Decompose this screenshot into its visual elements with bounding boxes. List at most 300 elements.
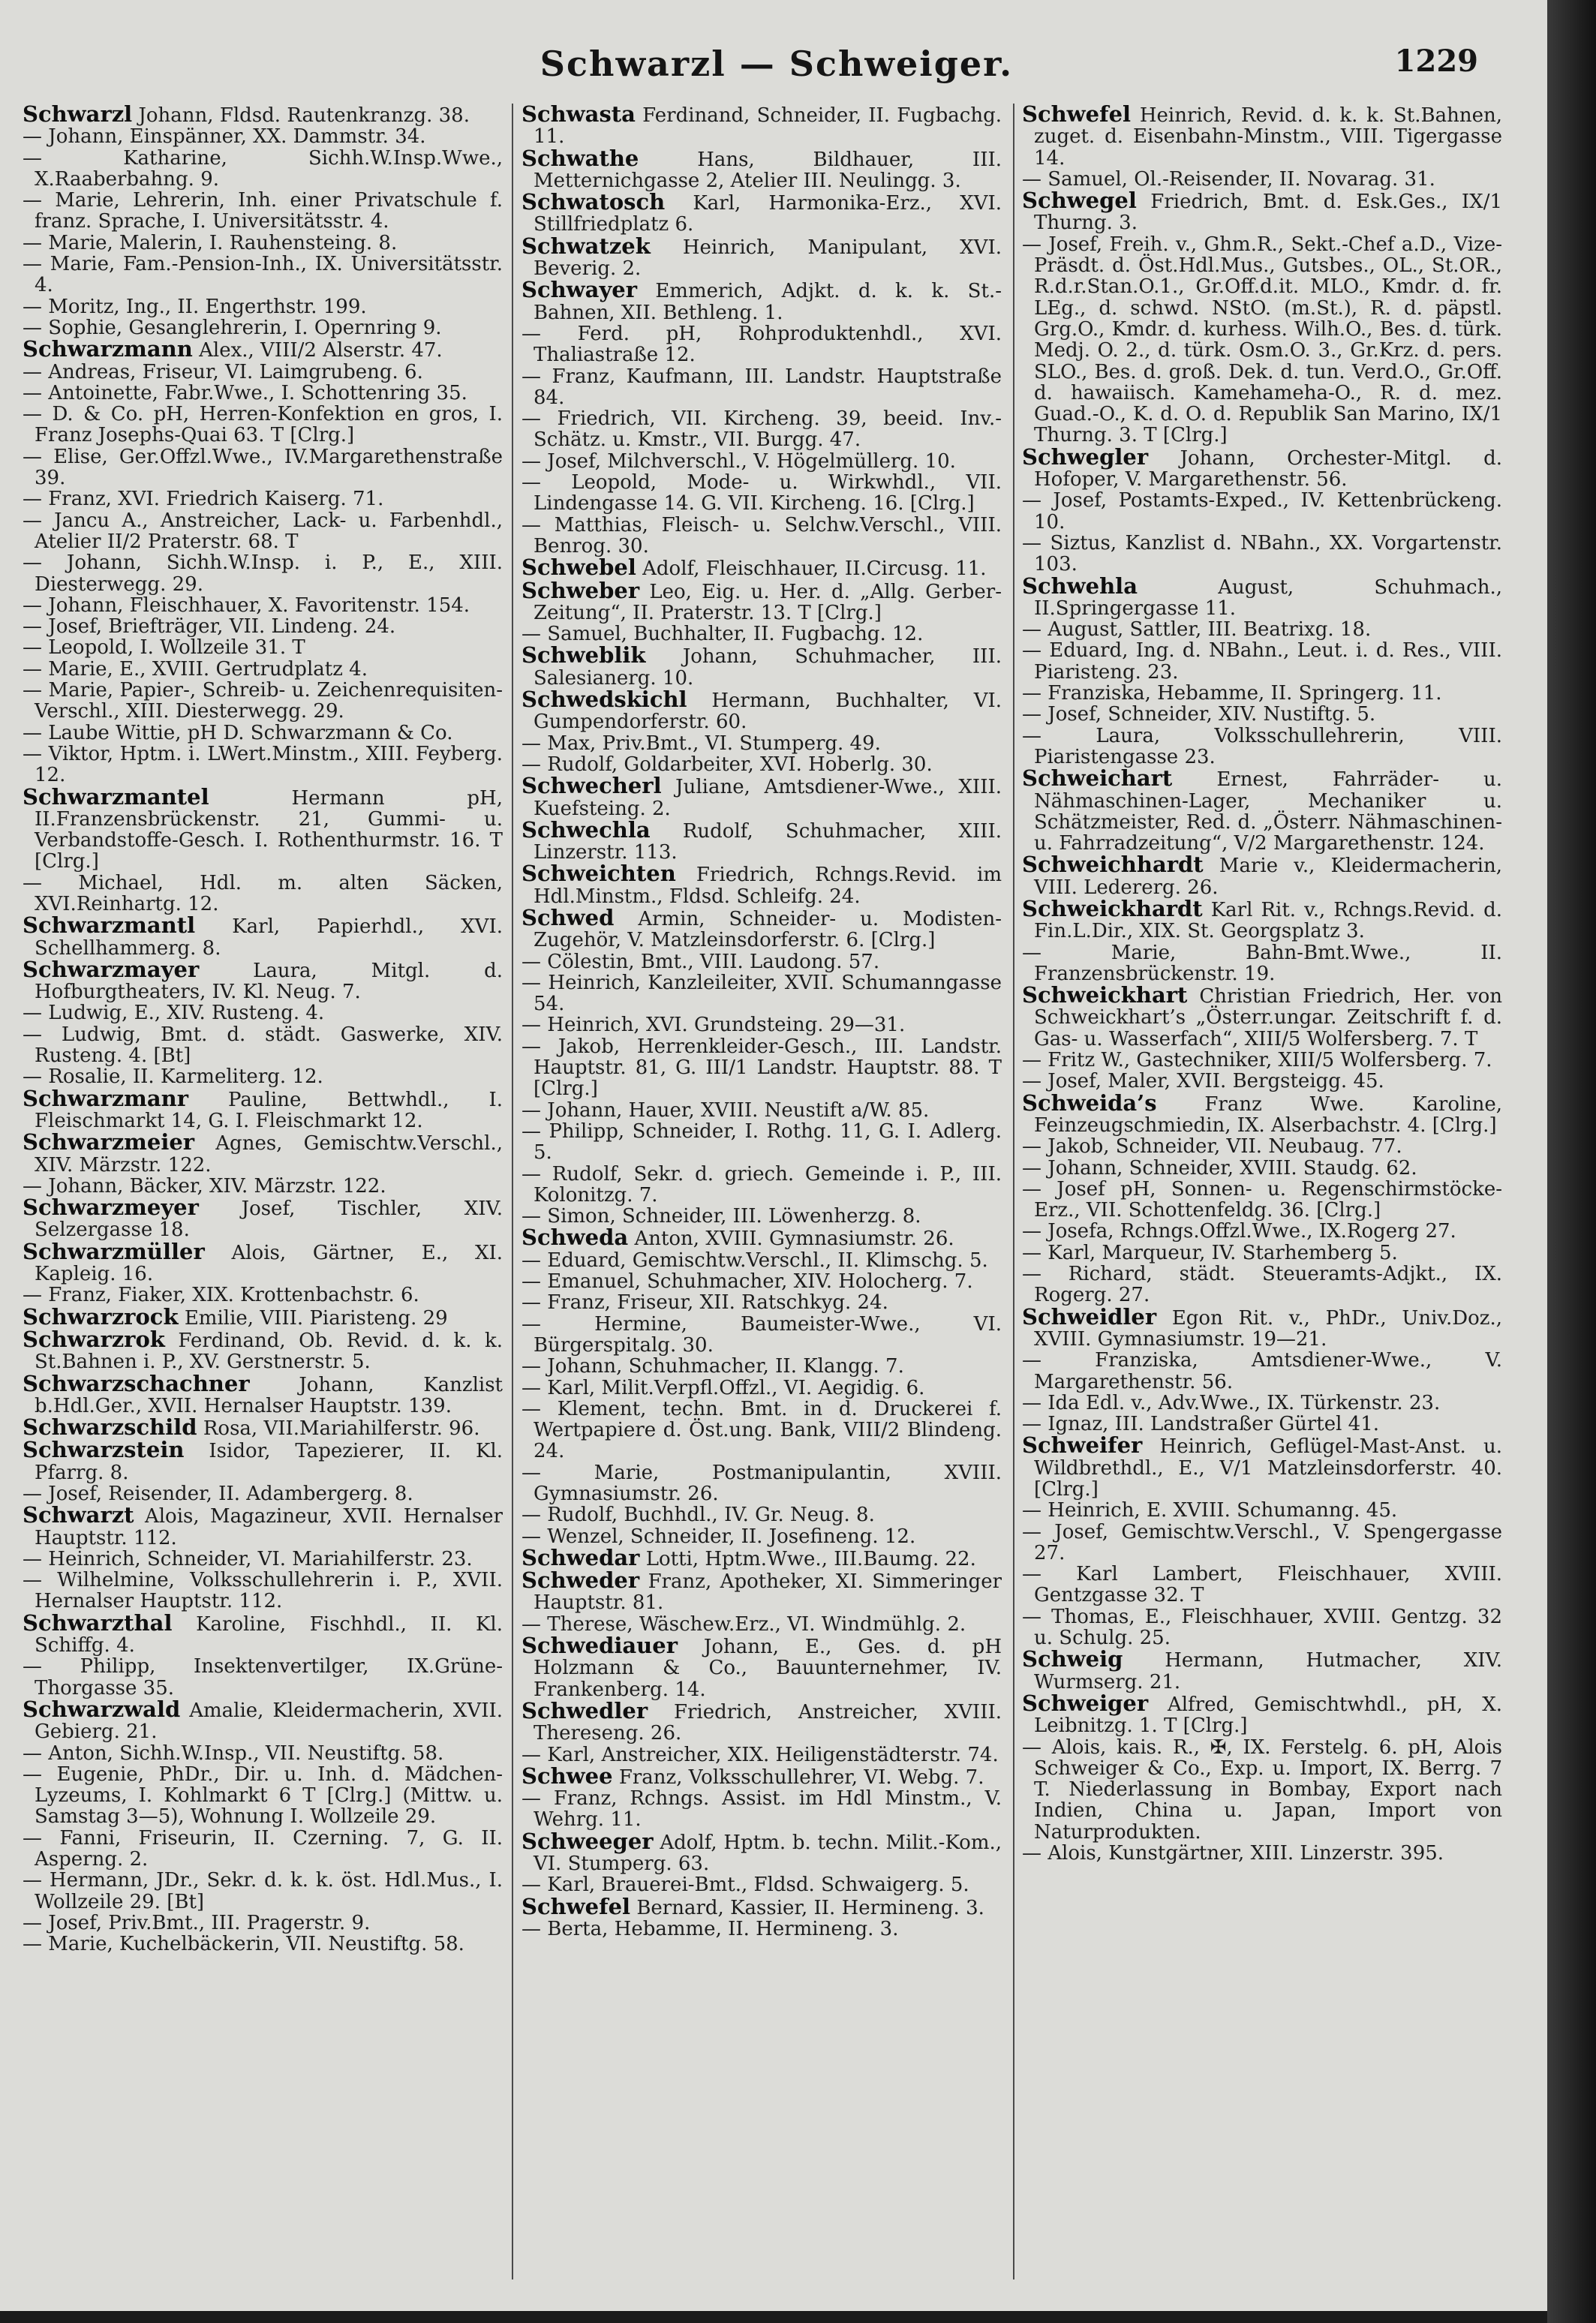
entry-text: — Josef pH, Sonnen- u. Regenschirmstöcke-Erz., VII. Schottenfeldg. 36. [Clrg.] [1022,1177,1502,1222]
entry-text: Adolf, Fleischhauer, II.Circusg. 11. [642,557,987,581]
directory-entry [521,1356,1002,1377]
directory-entry [23,637,503,658]
directory-entry [1022,895,1502,943]
entry-text: — Leopold, I. Wollzeile 31. T [23,636,305,660]
entry-text: August, Schuhmach., II.Springergasse 11. [1034,575,1502,620]
entry-text: Franz, Volksschullehrer, VI. Webg. 7. [618,1766,984,1789]
entry-surname: Schwarzschild [23,1414,197,1441]
entry-text: — Siztus, Kanzlist d. NBahn., XX. Vorgartenstr. 103. [1022,531,1502,576]
entry-text: — Thomas, E., Fleischhauer, XVIII. Gentzg. 32 u. Schulg. 25. [1022,1605,1502,1650]
directory-entry [23,873,503,915]
entry-surname: Schwefel [521,1893,631,1919]
entry-surname: Schweichhardt [1022,852,1204,878]
directory-entry [23,254,503,296]
directory-entry [23,659,503,680]
directory-entry [23,1609,503,1657]
entry-surname: Schwediauer [521,1633,678,1659]
entry-text: — Philipp, Insektenvertilger, IX.Grüne-Thorgasse 35. [23,1655,503,1699]
directory-entry [23,383,503,404]
directory-entry [521,1227,1002,1249]
entry-text: Heinrich, Manipulant, XVI. Beverig. 2. [534,236,1002,281]
directory-entry [521,554,1002,581]
directory-entry [521,1614,1002,1635]
entry-text: Johann, Kanzlist b.Hdl.Ger., XVII. Hernalser Hauptstr. 139. [35,1373,503,1417]
entry-surname: Schwathe [521,145,639,171]
entry-text: — Josef, Priv.Bmt., III. Pragerstr. 9. [23,1911,371,1934]
entry-text: Laura, Mitgl. d. Hofburgtheaters, IV. Kl. Neug. 7. [35,959,503,1004]
directory-entry [23,723,503,744]
entry-text: Johann, Fldsd. Rautenkranzg. 38. [138,104,470,127]
directory-entry [23,317,503,338]
entry-text: — Samuel, Buchhalter, II. Fugbachg. 12. [521,623,924,646]
entry-text: — Hermann, JDr., Sekr. d. k. k. öst. Hdl.Mus., I. Wollzeile 29. [Bt] [23,1869,503,1913]
entry-surname: Schwarzrock [23,1303,179,1330]
directory-entry [23,1570,503,1612]
entry-text: — Max, Priv.Bmt., VI. Stumperg. 49. [521,732,881,755]
directory-entry [23,1934,503,1955]
directory-entry [23,680,503,723]
directory-entry [521,1292,1002,1313]
entry-text: Ernest, Fahrräder- u. Nähmaschinen-Lager, Mechaniker u. Schätzmeister, Red. d. „Österr. Nähmaschinen- u. Fahrradzeitung“, V/2 Margarethenstr. 124. [1034,768,1502,855]
entry-text: — Josef, Reisender, II. Adambergerg. 8. [23,1483,413,1505]
entry-text: — Ludwig, E., XIV. Rusteng. 4. [23,1002,325,1025]
entry-text: — Franz, Friseur, XII. Ratschkyg. 24. [521,1291,888,1315]
directory-entry [521,408,1002,451]
directory-entry [23,1085,503,1132]
entry-text: Ferdinand, Schneider, II. Fugbachg. 11. [534,104,1002,149]
entry-surname: Schwarzmanr [23,1085,189,1111]
entry-surname: Schweidler [1022,1303,1157,1330]
entry-surname: Schweichart [1022,765,1173,792]
directory-entry [1022,1050,1502,1071]
directory-entry [521,733,1002,754]
entry-text: — Marie, Bahn-Bmt.Wwe., II. Franzensbrückenstr. 19. [1022,941,1502,985]
entry-text: Hermann, Buchhalter, VI. Gumpendorferstr. 60. [534,690,1002,734]
entry-text: Alois, Gärtner, E., XI. Kapleig. 16. [35,1241,503,1286]
entry-surname: Schweichten [521,861,676,887]
directory-entry [1022,1432,1502,1501]
entry-surname: Schwarzt [23,1502,134,1528]
entry-text: — Josef, Briefträger, VII. Lindeng. 24. [23,615,396,639]
entry-text: — Heinrich, XVI. Grundsteing. 29—31. [521,1014,906,1037]
book-edge-shadow [1547,0,1596,2323]
entry-surname: Schwedler [521,1697,648,1723]
column-divider [512,104,513,2279]
directory-entry [1022,942,1502,985]
entry-surname: Schwedskichl [521,687,687,713]
directory-entry [521,816,1002,864]
directory-entry [23,744,503,786]
entry-surname: Schwarzl [23,104,133,127]
entry-text: — Fanni, Friseurin, II. Czerning. 7, G. II. Asperng. 2. [23,1826,503,1871]
directory-entry [23,1285,503,1306]
entry-surname: Schweickhart [1022,982,1188,1008]
entry-text: — Ida Edl. v., Adv.Wwe., IX. Türkenstr. 23. [1022,1391,1441,1414]
entry-text: — Jakob, Herrenkleider-Gesch., III. Landstr. Hauptstr. 81, G. III/1 Landstr. Hauptstr. 88. T [Clrg.] [521,1035,1002,1101]
directory-entry [23,1549,503,1570]
entry-surname: Schweifer [1022,1432,1143,1459]
directory-entry [521,366,1002,409]
directory-entry [23,1504,503,1549]
entry-text: Pauline, Bettwhdl., I. Fleischmarkt 14, G. I. Fleischmarkt 12. [35,1088,503,1132]
directory-entry [1022,704,1502,725]
entry-surname: Schwee [521,1763,613,1789]
entry-text: Josef, Tischler, XIV. Selzergasse 18. [35,1198,503,1242]
entry-text: — Josef, Gemischtw.Verschl., V. Spengergasse 27. [1022,1520,1502,1564]
entry-text: — Laura, Volksschullehrerin, VIII. Piaristengasse 23. [1022,724,1502,768]
directory-entry [521,863,1002,907]
entry-text: Ferdinand, Ob. Revid. d. k. k. St.Bahnen i. P., XV. Gerstnerstr. 5. [35,1329,503,1374]
entry-text: — Michael, Hdl. m. alten Säcken, XVI.Reinhartg. 12. [23,871,503,915]
directory-entry [521,754,1002,775]
directory-entry [23,1326,503,1374]
entry-text: — Alois, Kunstgärtner, XIII. Linzerstr. 395. [1022,1842,1444,1865]
entry-text: Emilie, VIII. Piaristeng. 29 [184,1306,448,1330]
entry-surname: Schwarzmantel [23,783,209,810]
directory-entry [23,595,503,616]
directory-entry [1022,104,1502,169]
directory-entry [521,1250,1002,1271]
directory-entry [521,1874,1002,1895]
entry-text: — Johann, Sichh.W.Insp. i. P., E., XIII. Diesterwegg. 29. [23,551,503,596]
entry-surname: Schwarzmayer [23,956,200,982]
entry-surname: Schwefel [1022,104,1132,127]
directory-entry [521,1378,1002,1399]
directory-entry [1022,533,1502,575]
directory-entry [521,1462,1002,1505]
entry-surname: Schwed [521,904,615,930]
directory-entry [23,1176,503,1197]
entry-text: Egon Rit. v., PhDr., Univ.Doz., XVIII. Gymnasiumstr. 19—21. [1034,1306,1502,1351]
entry-surname: Schwegler [1022,443,1149,470]
entry-text: — Ferd. pH, Rohproduktenhdl., XVI. Thaliastraße 12. [521,322,1002,367]
directory-entry [1022,1522,1502,1564]
directory-entry [23,446,503,489]
directory-entry [521,104,1002,148]
entry-text: — Therese, Wäschew.Erz., VI. Windmühlg. 2. [521,1612,966,1636]
directory-entry [1022,443,1502,491]
directory-entry [23,1370,503,1417]
directory-entry [521,1121,1002,1164]
directory-entry [521,1697,1002,1745]
entry-text: — Johann, Bäcker, XIV. Märzstr. 122. [23,1174,386,1198]
directory-entry [521,951,1002,972]
directory-entry [521,1164,1002,1207]
entry-text: Agnes, Gemischtw.Verschl., XIV. Märzstr. 122. [35,1132,503,1177]
entry-surname: Schweig [1022,1646,1123,1672]
entry-text: Rudolf, Schuhmacher, XIII. Linzerstr. 113. [534,819,1002,864]
entry-text: — Franziska, Amtsdiener-Wwe., V. Margarethenstr. 56. [1022,1349,1502,1393]
directory-entry [23,1024,503,1067]
entry-surname: Schwarzwald [23,1696,181,1722]
entry-surname: Schwarzrok [23,1326,165,1352]
entry-text: — Laube Wittie, pH D. Schwarzmann & Co. [23,721,453,744]
directory-entry [521,1893,1002,1919]
directory-entry [521,1745,1002,1766]
entry-text: — Heinrich, Kanzleileiter, XVII. Schumanngasse 54. [521,971,1002,1016]
entry-text: Karl, Papierhdl., XVI. Schellhammerg. 8. [35,915,503,960]
entry-text: — Eduard, Gemischtw.Verschl., II. Klimschg. 5. [521,1249,988,1272]
directory-entry [521,233,1002,281]
entry-text: — Klement, techn. Bmt. in d. Druckerei f. Wertpapiere d. Öst.ung. Bank, VIII/2 Blindeng. 24. [521,1397,1002,1463]
directory-entry [1022,1089,1502,1137]
directory-entry [23,362,503,383]
entry-text: — Franz, Fiaker, XIX. Krottenbachstr. 6. [23,1284,419,1307]
entry-text: Leo, Eig. u. Her. d. „Allg. Gerber-Zeitung“, II. Praterstr. 13. T [Clrg.] [534,580,1002,624]
entry-text: Friedrich, Anstreicher, XVIII. Thereseng. 26. [534,1700,1002,1745]
page-header [23,44,1531,96]
entry-text: — Johann, Schneider, XVIII. Staudg. 62. [1022,1156,1417,1180]
entry-text: — Wilhelmine, Volksschullehrerin i. P., XVII. Hernalser Hauptstr. 112. [23,1569,503,1613]
directory-entry [1022,490,1502,533]
directory-column-3 [1022,104,1502,2283]
entry-surname: Schwehla [1022,572,1138,599]
directory-entry [1022,1350,1502,1393]
directory-entry [23,510,503,553]
entry-text: — Elise, Ger.Offzl.Wwe., IV.Margarethenstraße 39. [23,445,503,490]
directory-entry [23,404,503,446]
directory-entry [521,775,1002,819]
entry-text: Alex., VIII/2 Alserstr. 47. [199,339,443,362]
directory-entry [1022,619,1502,640]
directory-entry [521,1504,1002,1525]
entry-text: — Johann, Fleischhauer, X. Favoritenstr. 154. [23,594,470,617]
directory-entry [23,488,503,509]
entry-surname: Schwechla [521,816,651,843]
directory-entry [521,1014,1002,1035]
entry-text: Alfred, Gemischtwhdl., pH, X. Leibnitzg. 1. T [Clrg.] [1034,1693,1502,1738]
entry-surname: Schweeger [521,1828,654,1854]
entry-text: — Jakob, Schneider, VII. Neubaug. 77. [1022,1135,1402,1158]
directory-entry [1022,169,1502,190]
entry-surname: Schwarzstein [23,1437,185,1463]
entry-text: Isidor, Tapezierer, II. Kl. Pfarrg. 8. [35,1440,503,1484]
directory-entry [23,1743,503,1764]
entry-surname: Schwasta [521,104,636,127]
entry-text: — Marie, Malerin, I. Rauhensteing. 8. [23,231,398,254]
entry-surname: Schweber [521,577,640,603]
directory-entry [1022,1414,1502,1435]
directory-entry [23,1238,503,1286]
entry-text: — Franziska, Hebamme, II. Springerg. 11. [1022,682,1442,705]
entry-text: — Ludwig, Bmt. d. städt. Gaswerke, XIV. Rusteng. 4. [Bt] [23,1023,503,1068]
directory-entry [1022,1303,1502,1351]
entry-text: Juliane, Amtsdiener-Wwe., XIII. Kuefsteing. 2. [534,776,1002,820]
entry-text: Johann, Schuhmacher, III. Salesianerg. 10. [534,645,1002,690]
entry-surname: Schwebel [521,554,636,581]
entry-surname: Schweder [521,1567,640,1594]
directory-entry [521,1544,1002,1570]
directory-entry [521,642,1002,690]
entry-text: Rosa, VII.Mariahilferstr. 96. [203,1417,480,1441]
directory-entry [23,1303,503,1330]
entry-text: — Wenzel, Schneider, II. Josefineng. 12. [521,1525,916,1548]
entry-text: — Josef, Freih. v., Ghm.R., Sekt.-Chef a.D., Vize-Präsdt. d. Öst.Hdl.Mus., Gutsbes., OL., St.OR., R.d.r.Stan.O.1., Gr.Off.d.it. MLO., Kmdr. d. fr. LEg., d. schwd. NStO. (m.St.), R. d. päpstl. Grg.O., Kmdr. d. kurhess. Wilh.O., Bes. d. türk. Medj. O. 2., d. türk. Osm.O. 3., Gr.Krz. d. pers. SLO., Bes. d. groß. Dek. d. tun. Verd.O., Gr.Off. d. hawaiisch. Kamehameha-O., R. d. mez. Guad.-O., K. d. O. d. Republik San Marino, IX/1 Thurng. 3. T [Clrg.] [1022,233,1502,447]
directory-entry [1022,1179,1502,1222]
page-title: Schwarzl — Schweiger. [540,44,1014,84]
entry-surname: Schwedar [521,1544,640,1570]
directory-entry [23,1764,503,1828]
directory-entry [23,1656,503,1699]
entry-text: — Heinrich, Schneider, VI. Mariahilferstr. 23. [23,1547,473,1570]
entry-surname: Schweida’s [1022,1089,1157,1116]
entry-text: — Heinrich, E. XVIII. Schumanng. 45. [1022,1499,1398,1522]
directory-entry [1022,683,1502,704]
entry-text: — Johann, Hauer, XVIII. Neustift a/W. 85. [521,1098,930,1122]
entry-text: Friedrich, Bmt. d. Esk.Ges., IX/1 Thurng. 3. [1034,191,1502,235]
entry-text: — Rosalie, II. Karmeliterg. 12. [23,1065,323,1089]
entry-surname: Schweiger [1022,1690,1149,1716]
entry-text: — Franz, XVI. Friedrich Kaiserg. 71. [23,488,384,511]
directory-column-1 [23,104,503,2283]
directory-entry [1022,640,1502,683]
directory-entry [23,1197,503,1241]
entry-text: — Josef, Milchverschl., V. Högelmüllerg. 10. [521,449,956,473]
entry-text: Adolf, Hptm. b. techn. Milit.-Kom., VI. Stumperg. 63. [534,1831,1002,1876]
directory-entry [23,1002,503,1023]
entry-text: — Rudolf, Sekr. d. griech. Gemeinde i. P., III. Kolonitzg. 7. [521,1162,1002,1207]
directory-entry [521,624,1002,645]
directory-entry [521,1526,1002,1547]
entry-text: — Matthias, Fleisch- u. Selchw.Verschl., VIII. Benrog. 30. [521,513,1002,557]
directory-entry [23,616,503,637]
entry-text: — Philipp, Schneider, I. Rothg. 11, G. I. Adlerg. 5. [521,1119,1002,1165]
entry-text: Heinrich, Geflügel-Mast-Anst. u. Wildbrethdl., E., V/1 Matzleinsdorferstr. 40. [Clrg.] [1034,1435,1502,1501]
directory-entry [23,912,503,960]
entry-text: Hermann, Hutmacher, XIV. Wurmserg. 21. [1034,1649,1502,1693]
entry-text: — Marie, Postmanipulantin, XVIII. Gymnasiumstr. 26. [521,1461,1002,1505]
entry-text: — Fritz W., Gastechniker, XIII/5 Wolfersberg. 7. [1022,1049,1492,1072]
entry-text: — Marie, Kuchelbäckerin, VII. Neustiftg. 58. [23,1933,464,1956]
entry-text: — Johann, Einspänner, XX. Dammstr. 34. [23,125,426,149]
entry-text: — Berta, Hebamme, II. Hermineng. 3. [521,1917,899,1940]
entry-text: Hans, Bildhauer, III. Metternichgasse 2, Atelier III. Neulingg. 3. [534,148,1002,192]
entry-text: — Josef, Schneider, XIV. Nustiftg. 5. [1022,703,1376,726]
directory-entry [23,1414,503,1441]
entry-text: — Eduard, Ing. d. NBahn., Leut. i. d. Res., VIII. Piaristeng. 23. [1022,639,1502,684]
directory-entry [1022,1136,1502,1157]
directory-entry [1022,1264,1502,1306]
directory-entry [23,1131,503,1176]
entry-text: — Samuel, Ol.-Reisender, II. Novarag. 31. [1022,167,1435,191]
directory-entry [23,296,503,317]
entry-text: Karl Rit. v., Rchngs.Revid. d. Fin.L.Dir., XIX. St. Georgsplatz 3. [1034,898,1502,943]
directory-entry [521,1788,1002,1831]
directory-entry [23,190,503,233]
entry-surname: Schwatosch [521,189,666,215]
entry-text: — Karl, Marqueur, IV. Starhemberg 5. [1022,1241,1398,1264]
entry-text: Johann, E., Ges. d. pH Holzmann & Co., Bauunternehmer, IV. Frankenberg. 14. [534,1636,1002,1701]
entry-surname: Schwarzmeyer [23,1195,199,1221]
directory-entry [521,1399,1002,1462]
directory-entry [1022,234,1502,446]
entry-text: — Hermine, Baumeister-Wwe., VI. Bürgerspitalg. 30. [521,1312,1002,1357]
directory-entry [521,1036,1002,1100]
directory-entry [1022,984,1502,1050]
directory-entry [23,1696,503,1744]
entry-text: Emmerich, Adjkt. d. k. k. St.-Bahnen, XII. Bethleng. 1. [534,280,1002,324]
directory-entry [521,1100,1002,1121]
directory-entry [521,1314,1002,1357]
entry-surname: Schwecherl [521,773,662,799]
entry-text: Marie v., Kleidermacherin, VIII. Ledererg. 26. [1034,855,1502,899]
entry-text: Lotti, Hptm.Wwe., III.Baumg. 22. [645,1547,976,1570]
directory-entry [1022,190,1502,234]
entry-text: — Katharine, Sichh.W.Insp.Wwe., X.Raaberbahng. 9. [23,146,503,191]
entry-text: — D. & Co. pH, Herren-Konfektion en gros, I. Franz Josephs-Quai 63. T [Clrg.] [23,403,503,447]
entry-text: Karoline, Fischhdl., II. Kl. Schiffg. 4. [35,1612,503,1657]
entry-text: Armin, Schneider- u. Modisten-Zugehör, V. Matzleinsdorferstr. 6. [Clrg.] [534,907,1002,952]
entry-text: — Karl Lambert, Fleischhauer, XVIII. Gentzgasse 32. T [1022,1563,1502,1607]
entry-surname: Schwarzschachner [23,1370,250,1396]
entry-text: — Marie, Lehrerin, Inh. einer Privatschule f. franz. Sprache, I. Universitätsstr. 4. [23,189,503,233]
directory-entry [521,577,1002,624]
entry-text: — Johann, Schuhmacher, II. Klangg. 7. [521,1355,904,1378]
entry-surname: Schweda [521,1225,629,1251]
directory-entry [521,689,1002,733]
entry-text: Franz Wwe. Karoline, Feinzeugschmiedin, IX. Alserbachstr. 4. [Clrg.] [1034,1092,1502,1137]
entry-text: — Marie, Fam.-Pension-Inh., IX. Universitätsstr. 4. [23,253,503,297]
directory-entry [1022,1648,1502,1693]
directory-entry [23,956,503,1004]
directory-entry [521,323,1002,366]
directory-entry [521,279,1002,323]
directory-entry [1022,1564,1502,1606]
directory-entry [521,191,1002,236]
entry-text: — Josef, Postamts-Exped., IV. Kettenbrückeng. 10. [1022,489,1502,533]
entry-text: — Marie, E., XVIII. Gertrudplatz 4. [23,657,368,681]
directory-entry [23,1828,503,1871]
directory-entry [521,515,1002,557]
directory-entry [23,1066,503,1087]
directory-entry [1022,1500,1502,1521]
entry-text: — Karl, Anstreicher, XIX. Heiligenstädterstr. 74. [521,1743,999,1766]
entry-text: — Cölestin, Bmt., VIII. Laudong. 57. [521,950,880,973]
directory-entry [521,451,1002,472]
directory-entry [23,233,503,254]
entry-text: Amalie, Kleidermacherin, XVII. Gebierg. 21. [35,1699,503,1744]
entry-text: — Franz, Rchngs. Assist. im Hdl Minstm., V. Wehrg. 11. [521,1787,1002,1832]
directory-entry [1022,726,1502,768]
entry-text: — Anton, Sichh.W.Insp., VII. Neustiftg. 58. [23,1741,444,1765]
entry-text: — Karl, Milit.Verpfl.Offzl., VI. Aegidig. 6. [521,1376,925,1399]
entry-text: Bernard, Kassier, II. Hermineng. 3. [636,1896,984,1919]
entry-surname: Schwayer [521,277,638,303]
directory-entry [23,1483,503,1504]
directory-entry [23,338,503,361]
entry-text: Franz, Apotheker, XI. Simmeringer Hauptstr. 81. [534,1570,1002,1615]
directory-entry [521,1763,1002,1789]
directory-entry [23,1913,503,1934]
directory-entry [1022,1071,1502,1092]
directory-entry [23,148,503,191]
entry-text: — Rudolf, Goldarbeiter, XVI. Hoberlg. 30. [521,753,933,776]
entry-surname: Schweickhardt [1022,895,1203,921]
directory-entry [1022,1690,1502,1738]
directory-entry [521,972,1002,1015]
entry-surname: Schwarzmüller [23,1238,205,1264]
directory-entry [1022,854,1502,898]
page-number: 1229 [1394,44,1478,79]
entry-text: Alois, Magazineur, XVII. Hernalser Hauptstr. 112. [35,1505,503,1549]
directory-entry [1022,1243,1502,1264]
entry-text: — Marie, Papier-, Schreib- u. Zeichenrequisiten-Verschl., XIII. Diesterwegg. 29. [23,679,503,723]
entry-text: — Andreas, Friseur, VI. Laimgrubeng. 6. [23,360,423,383]
entry-text: Heinrich, Revid. d. k. k. St.Bahnen, zuget. d. Eisenbahn-Minstm., VIII. Tigergasse 14. [1034,104,1502,170]
directory-entry [23,1439,503,1483]
entry-text: — Josef, Maler, XVII. Bergsteigg. 45. [1022,1070,1384,1093]
entry-text: Anton, XVIII. Gymnasiumstr. 26. [634,1228,954,1251]
